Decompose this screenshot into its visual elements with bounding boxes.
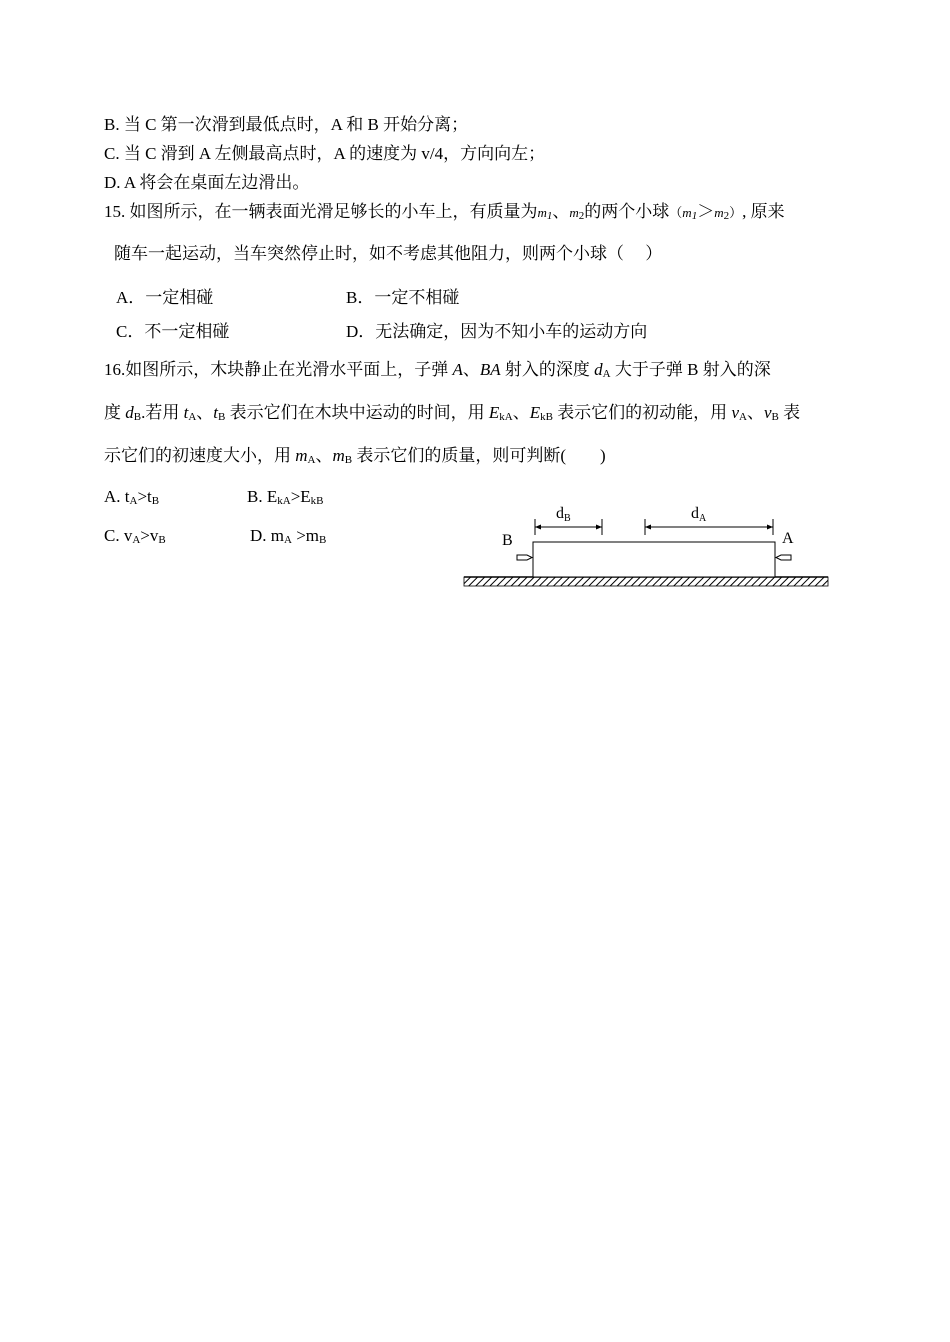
q16-var-E: E bbox=[488, 403, 500, 422]
q15-m2-sub: 2 bbox=[578, 210, 585, 222]
bullet-b-icon bbox=[517, 555, 532, 560]
q16-text: 表示它们的初动能，用 bbox=[552, 403, 732, 422]
q16-opt-text: D. m bbox=[250, 526, 284, 545]
q16-text: 表示它们的质量，则可判断( ) bbox=[352, 446, 606, 465]
q16-opt-text: A. t bbox=[104, 487, 130, 506]
dimension-db-sub: B bbox=[564, 513, 571, 524]
q16-opt-text: C. v bbox=[104, 526, 133, 545]
q16-opt-text: >t bbox=[137, 487, 152, 506]
q15-m1-sub: 1 bbox=[546, 210, 553, 222]
q16-sub: B bbox=[344, 454, 353, 466]
q16-var-v: v bbox=[763, 403, 772, 422]
q16-sub: A bbox=[307, 454, 316, 466]
q16-text: 、 bbox=[512, 403, 530, 422]
q16-opt-sub: A bbox=[132, 534, 141, 546]
q16-text: 表 bbox=[778, 403, 801, 422]
q15-stem-line2: 随车一起运动，当车突然停止时，如不考虑其他阻力，则两个小球（ ） bbox=[114, 244, 663, 263]
q15-cmp-m1: m bbox=[682, 205, 692, 220]
q16-stem-line3 bbox=[104, 444, 606, 468]
dimension-da-sub: A bbox=[699, 513, 707, 524]
q16-text: .若用 bbox=[141, 403, 184, 422]
q16-sub: B bbox=[218, 411, 226, 423]
q16-opt-sub: B bbox=[151, 495, 160, 507]
q16-option-d bbox=[250, 524, 326, 548]
label-b: B bbox=[502, 532, 513, 549]
q15-option-b: B．一定不相碰 bbox=[346, 288, 460, 307]
q16-opt-sub: B bbox=[158, 534, 166, 546]
option-b-prev: B. 当 C 第一次滑到最低点时，A 和 B 开始分离； bbox=[104, 115, 469, 134]
q15-paren-open: （ bbox=[669, 205, 683, 220]
q16-opt-sub: kA bbox=[277, 495, 291, 507]
q16-option-b bbox=[247, 485, 324, 509]
q16-var-E: E bbox=[529, 403, 541, 422]
q16-var-BA: BA bbox=[479, 360, 501, 379]
label-a: A bbox=[782, 530, 794, 547]
q16-option-a bbox=[104, 485, 159, 509]
q16-var-t: t bbox=[213, 403, 219, 422]
q15-stem-line1 bbox=[104, 200, 785, 225]
q16-sub: A bbox=[602, 368, 611, 380]
q16-var-m: m bbox=[295, 446, 308, 465]
q16-var-m: m bbox=[332, 446, 345, 465]
q15-lead: 15. 如图所示，在一辆表面光滑足够长的小车上，有质量为 bbox=[104, 202, 538, 221]
dimension-db-label bbox=[556, 505, 571, 524]
bullet-a-icon bbox=[776, 555, 791, 560]
q16-stem-line1 bbox=[104, 358, 771, 382]
q16-var-t: t bbox=[183, 403, 189, 422]
q16-text: 、 bbox=[315, 446, 333, 465]
q16-opt-sub: kB bbox=[310, 495, 324, 507]
q16-option-c bbox=[104, 524, 166, 548]
q15-option-d: D．无法确定，因为不知小车的运动方向 bbox=[346, 322, 648, 341]
q16-text: 16.如图所示，木块静止在光滑水平面上，子弹 bbox=[104, 360, 453, 379]
option-d-prev: D. A 将会在桌面左边滑出。 bbox=[104, 173, 310, 192]
q15-tail: , 原来 bbox=[742, 202, 785, 221]
q16-opt-text: >m bbox=[291, 526, 320, 545]
q16-text: 射入的深度 bbox=[500, 360, 595, 379]
q16-opt-sub: A bbox=[129, 495, 138, 507]
q16-var-d: d bbox=[125, 403, 134, 422]
dimension-da-d: d bbox=[691, 505, 699, 522]
option-c-prev: C. 当 C 滑到 A 左侧最高点时，A 的速度为 v/4，方向向左； bbox=[104, 144, 546, 163]
dimension-da-arrow-right bbox=[767, 525, 773, 530]
q15-option-c: C．不一定相碰 bbox=[116, 322, 230, 341]
q15-gt: ＞ bbox=[697, 202, 715, 221]
q16-opt-text: >E bbox=[290, 487, 311, 506]
q15-sep: 、 bbox=[552, 202, 570, 221]
dimension-db-d: d bbox=[556, 505, 564, 522]
wooden-block bbox=[533, 542, 775, 577]
q16-opt-text: B. E bbox=[247, 487, 278, 506]
q16-text: 大于子弹 B 射入的深 bbox=[610, 360, 771, 379]
q16-opt-sub: B bbox=[319, 534, 327, 546]
dimension-da-arrow-left bbox=[645, 525, 651, 530]
q16-text: 、 bbox=[196, 403, 214, 422]
q16-text: 示它们的初速度大小，用 bbox=[104, 446, 296, 465]
q16-text: 度 bbox=[104, 403, 126, 422]
q15-option-a: A．一定相碰 bbox=[116, 288, 214, 307]
dimension-db-arrow-left bbox=[535, 525, 541, 530]
q16-var-d: d bbox=[594, 360, 603, 379]
block-bullet-diagram bbox=[460, 495, 835, 590]
q16-stem-line2 bbox=[104, 401, 800, 425]
q15-cmp-m1-sub: 1 bbox=[691, 210, 698, 222]
q16-sub: B bbox=[771, 411, 779, 423]
q16-text: 、 bbox=[462, 360, 480, 379]
q15-m2: m bbox=[569, 205, 579, 220]
q16-var-A: A bbox=[452, 360, 463, 379]
q16-opt-text: >v bbox=[140, 526, 159, 545]
q16-var-v: v bbox=[731, 403, 739, 422]
q16-sub: B bbox=[133, 411, 142, 423]
q15-mid: 的两个小球 bbox=[584, 202, 670, 221]
q16-opt-sub: A bbox=[284, 534, 292, 546]
ground-hatch bbox=[464, 577, 828, 586]
dimension-db-arrow-right bbox=[596, 525, 602, 530]
q16-sub: A bbox=[738, 411, 747, 423]
q16-sub: A bbox=[188, 411, 197, 423]
q15-m1: m bbox=[537, 205, 547, 220]
q16-text: 、 bbox=[746, 403, 764, 422]
q15-paren-close: ） bbox=[729, 205, 743, 220]
q16-text: 表示它们在木块中运动的时间，用 bbox=[225, 403, 489, 422]
q16-sub: kA bbox=[499, 411, 513, 423]
q16-sub: kB bbox=[540, 411, 553, 423]
dimension-da-label bbox=[691, 505, 707, 524]
q15-cmp-m2: m bbox=[714, 205, 724, 220]
q15-cmp-m2-sub: 2 bbox=[723, 210, 730, 222]
